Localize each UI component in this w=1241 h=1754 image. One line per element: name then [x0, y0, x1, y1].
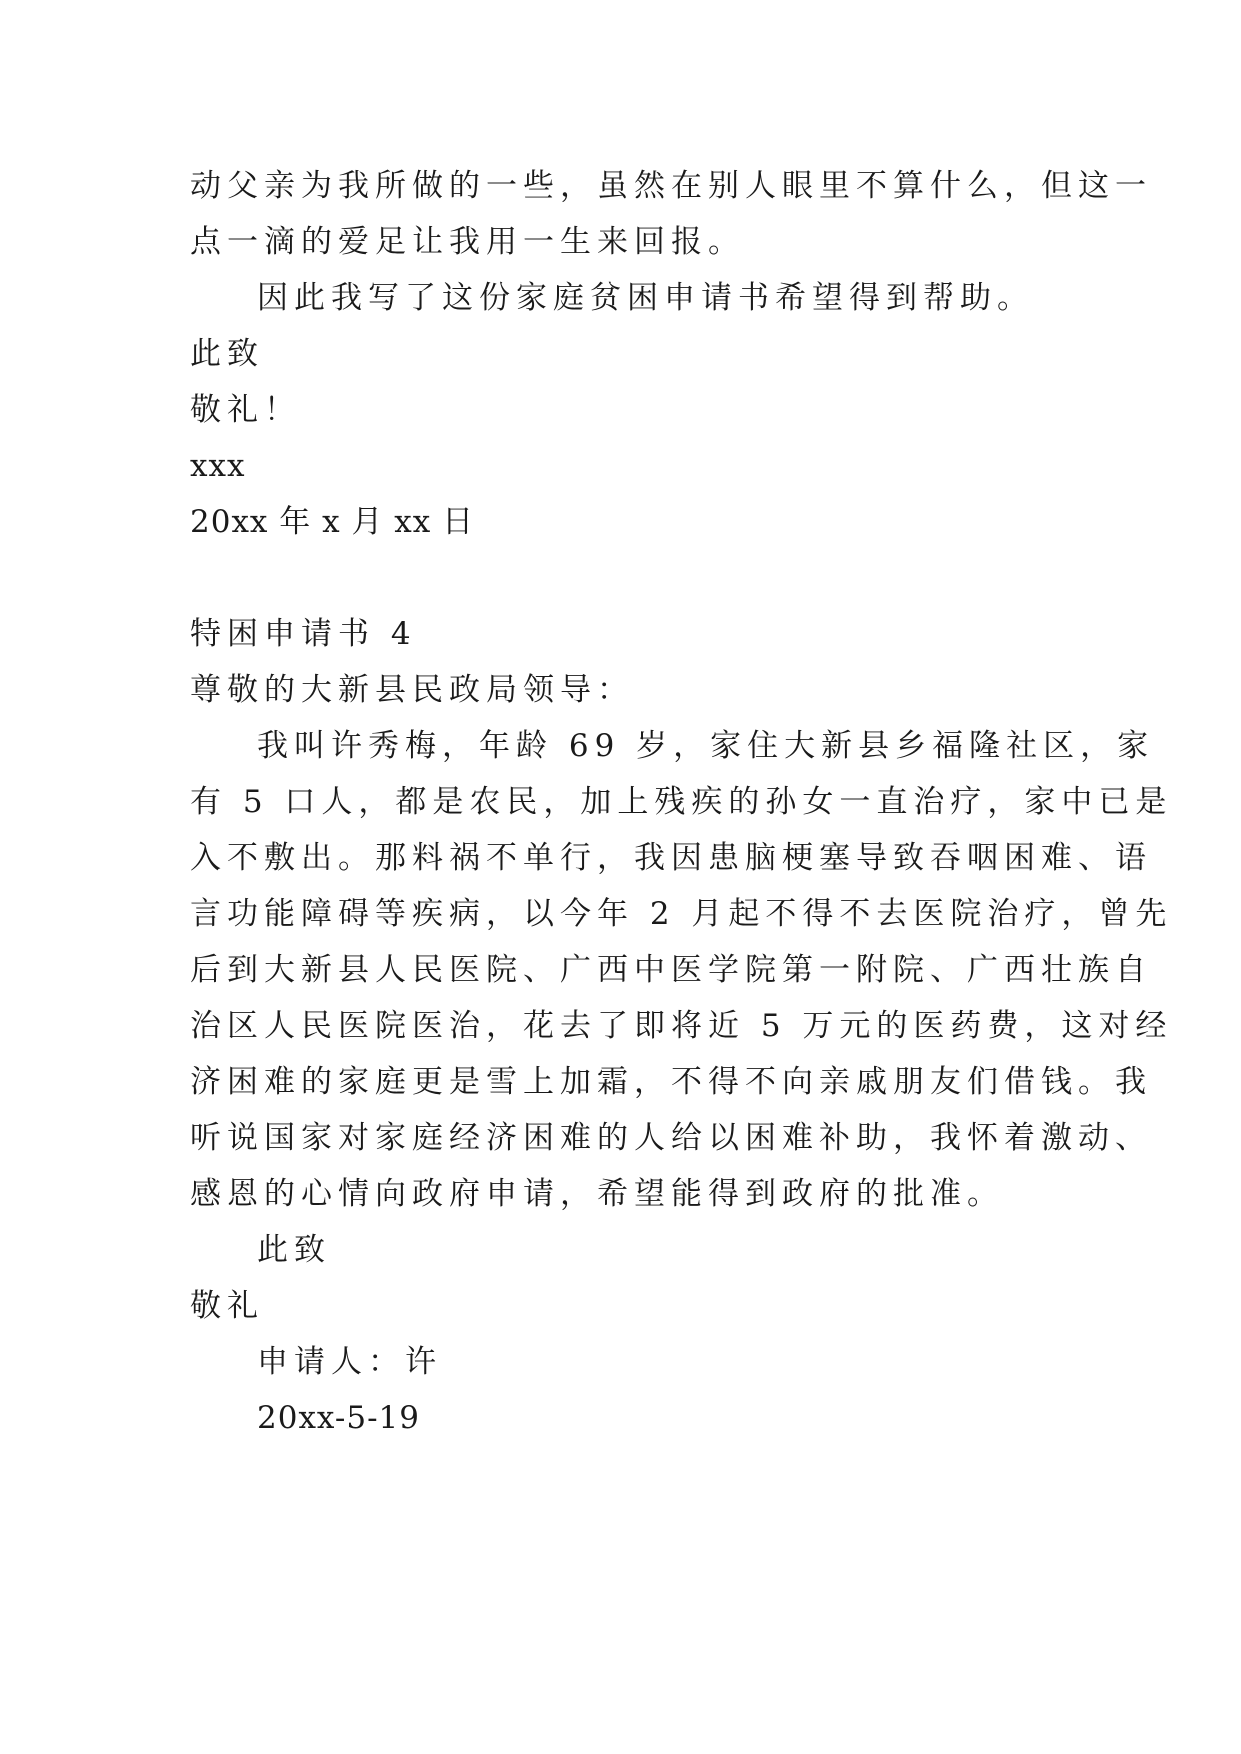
body-line-7: 济困难的家庭更是雪上加霜，不得不向亲戚朋友们借钱。我	[190, 1064, 1152, 1100]
body-line-9: 感恩的心情向政府申请，希望能得到政府的批准。	[190, 1176, 1004, 1212]
body-line-1: 我叫许秀梅，年龄 69 岁，家住大新县乡福隆社区，家	[257, 728, 1155, 764]
applicant-line: 申请人：许	[257, 1344, 442, 1380]
body-line-3: 入不敷出。那料祸不单行，我因患脑梗塞导致吞咽困难、语	[190, 840, 1152, 876]
letter4-respect: 敬礼	[190, 1288, 264, 1324]
letter4-salutation: 此致	[257, 1232, 331, 1268]
body-line-2: 有 5 口人，都是农民，加上残疾的孙女一直治疗，家中已是	[190, 784, 1173, 820]
respect-line: 敬礼！	[190, 392, 301, 428]
continuation-paragraph-line-1: 动父亲为我所做的一些，虽然在别人眼里不算什么，但这一	[190, 168, 1152, 204]
salutation: 此致	[190, 336, 264, 372]
closing-paragraph: 因此我写了这份家庭贫困申请书希望得到帮助。	[257, 280, 1034, 316]
addressee: 尊敬的大新县民政局领导：	[190, 672, 634, 708]
letter-title: 特困申请书 4	[190, 616, 417, 652]
signature: xxx	[190, 448, 246, 484]
continuation-paragraph-line-2: 点一滴的爱足让我用一生来回报。	[190, 224, 745, 260]
body-line-4: 言功能障碍等疾病，以今年 2 月起不得不去医院治疗，曾先	[190, 896, 1173, 932]
letter4-date: 20xx-5-19	[257, 1400, 420, 1436]
date-line: 20xx 年 x 月 xx 日	[190, 504, 475, 540]
body-line-8: 听说国家对家庭经济困难的人给以困难补助，我怀着激动、	[190, 1120, 1152, 1156]
body-line-5: 后到大新县人民医院、广西中医学院第一附院、广西壮族自	[190, 952, 1152, 988]
body-line-6: 治区人民医院医治，花去了即将近 5 万元的医药费，这对经	[190, 1008, 1173, 1044]
